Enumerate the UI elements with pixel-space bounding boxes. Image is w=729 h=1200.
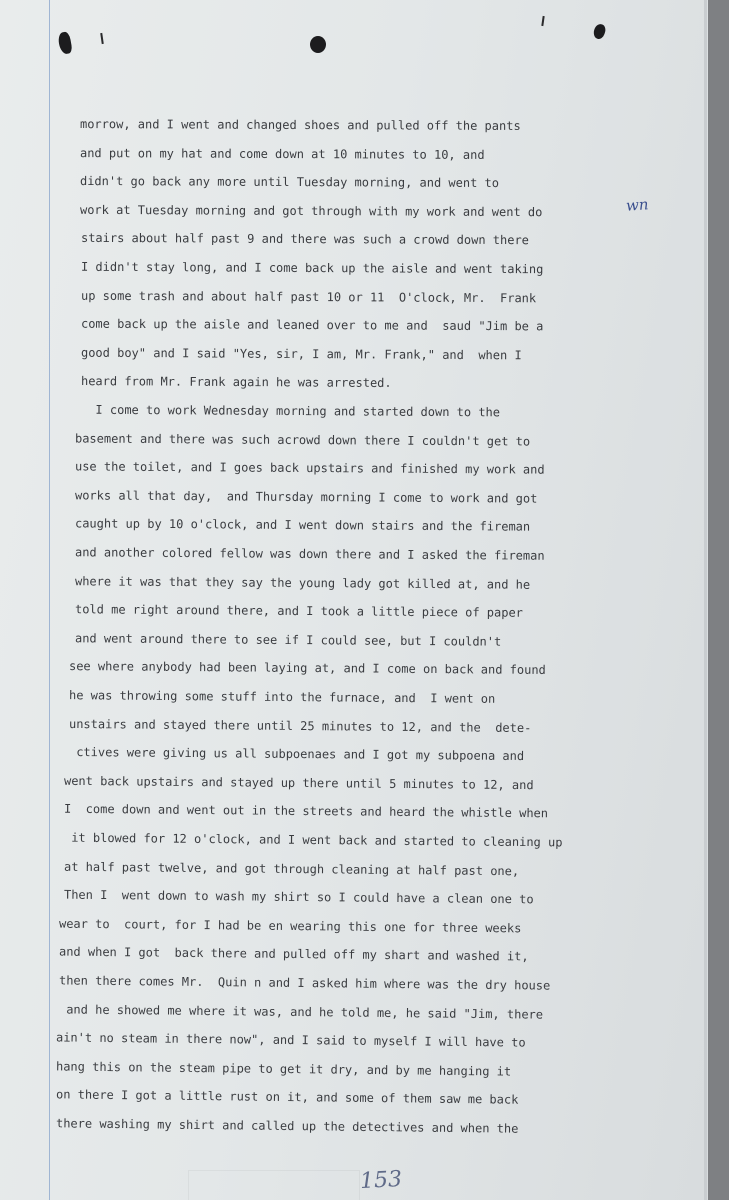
text-line: come back up the aisle and leaned over to me and saud "Jim be a — [80, 316, 544, 334]
text-line: heard from Mr. Frank again he was arrested. — [80, 374, 392, 391]
text-line: unstairs and stayed there until 25 minutes to 12, and the dete- — [68, 716, 532, 735]
text-line: use the toilet, and I goes back upstairs and finished my work and — [74, 459, 545, 477]
text-line: went back upstairs and stayed up there until 5 minutes to 12, and — [63, 773, 534, 792]
punch-hole — [310, 36, 326, 53]
text-line: basement and there was such acrowd down there I couldn't get to — [74, 431, 531, 449]
text-line: and he showed me where it was, and he told me, he said "Jim, there — [58, 1001, 544, 1022]
text-line: wear to court, for I had be en wearing this one for three weeks — [58, 916, 522, 936]
handwritten-correction: wn — [625, 195, 650, 215]
faded-stamp — [188, 1170, 360, 1200]
text-line: there washing my shirt and called up the detectives and when the — [55, 1116, 519, 1136]
text-line: caught up by 10 o'clock, and I went down stairs and the fireman — [74, 516, 531, 535]
punch-hole — [592, 23, 607, 41]
text-line: he was throwing some stuff into the furnace, and I went on — [68, 688, 496, 706]
text-line: and when I got back there and pulled off my shart and washed it, — [58, 944, 529, 964]
text-line: and put on my hat and come down at 10 minutes to 10, and — [79, 145, 485, 162]
text-line: then there comes Mr. Quin n and I asked him where was the dry house — [58, 973, 551, 993]
text-line: morrow, and I went and changed shoes and pulled off the pants — [79, 117, 521, 133]
text-line: see where anybody had been laying at, and I come on back and found — [68, 659, 546, 678]
text-line: I come down and went out in the streets and heard the whistle when — [63, 802, 549, 821]
page-number: 153 — [359, 1166, 403, 1195]
text-line: it blowed for 12 o'clock, and I went back and started to cleaning up — [63, 830, 563, 850]
text-line: on there I got a little rust on it, and some of them saw me back — [55, 1087, 519, 1108]
text-line: stairs about half past 9 and there was such a crowd down there — [80, 231, 529, 248]
text-line: works all that day, and Thursday morning I come to work and got — [74, 488, 538, 506]
text-line: Then I went down to wash my shirt so I could have a clean one to — [63, 887, 534, 907]
text-line: I come to work Wednesday morning and started down to the — [80, 402, 501, 420]
text-line: I didn't stay long, and I come back up the aisle and went taking — [80, 259, 544, 277]
text-line: hang this on the steam pipe to get it dry, and by me hanging it — [55, 1059, 512, 1079]
text-line: and another colored fellow was down there and I asked the fireman — [74, 545, 545, 563]
punch-hole — [57, 31, 73, 55]
text-line: ain't no steam in there now", and I said to myself I will have to — [55, 1030, 526, 1050]
text-line: told me right around there, and I took a little piece of paper — [74, 602, 523, 620]
pencil-mark — [541, 16, 544, 26]
text-line: work at Tuesday morning and got through with my work and went do — [79, 202, 543, 219]
text-line: ctives were giving us all subpoenaes and I got my subpoena and — [68, 745, 525, 764]
text-line: good boy" and I said "Yes, sir, I am, Mr. Frank," and when I — [80, 345, 522, 363]
pencil-mark — [100, 33, 104, 44]
text-line: up some trash and about half past 10 or 11 O'clock, Mr. Frank — [80, 288, 537, 305]
text-line: at half past twelve, and got through cleaning at half past one, — [63, 859, 520, 878]
text-line: and went around there to see if I could see, but I couldn't — [74, 631, 502, 649]
paper-edge — [704, 0, 707, 1200]
text-line: didn't go back any more until Tuesday morning, and went to — [79, 174, 500, 191]
margin-rule — [49, 0, 50, 1200]
text-line: where it was that they say the young lady got killed at, and he — [74, 573, 531, 592]
